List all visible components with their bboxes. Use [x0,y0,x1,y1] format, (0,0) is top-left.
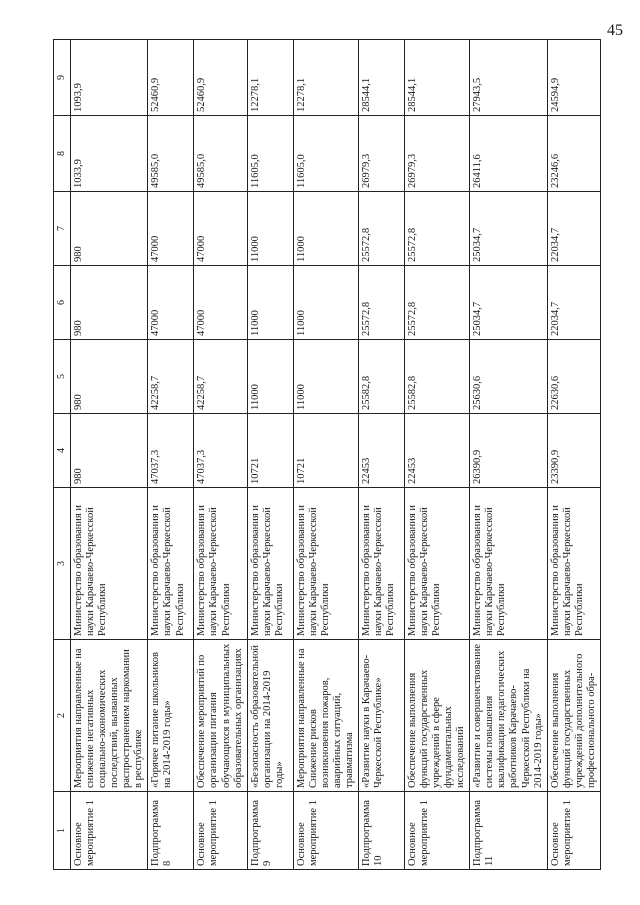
table-row [247,40,293,870]
value-cell: 47037,3 [148,414,194,488]
rotated-table-wrapper [53,40,613,870]
value-cell: 11605,0 [293,116,358,192]
row-type-cell: Подпрограмма 10 [358,792,404,870]
table-row [547,40,600,870]
value-cell: 25034,7 [470,266,547,340]
value-cell: 25582,8 [404,340,469,414]
header-cell-5: 5 [54,340,71,414]
budget-table [53,39,601,870]
value-cell: 11000 [293,266,358,340]
value-cell: 22034,7 [547,266,600,340]
row-title-cell: Мероприятия направленные на Снижение рисков возникновения пожаров, аварийных ситуаций, травматизма [293,640,358,792]
header-cell-7: 7 [54,192,71,266]
table-row [358,40,404,870]
row-title-cell: «Безопасность образовательной организации на 2014-2019 годы» [247,640,293,792]
value-cell: 23246,6 [547,116,600,192]
row-title-cell: Обеспечение мероприятий по организации питания обучающихся в муниципальных образовательных организациях [194,640,247,792]
value-cell: 47000 [194,192,247,266]
value-cell: 980 [71,266,148,340]
row-executor-cell: Министерство образования и науки Карачаево-Черкесской Республики [194,488,247,640]
row-executor-cell: Министерство образования и науки Карачаево-Черкесской Республики [358,488,404,640]
value-cell: 22034,7 [547,192,600,266]
row-title-cell: Обеспечение выполнения функций государственных учреждений в сфере фундаментальных исследований [404,640,469,792]
value-cell: 47037,3 [194,414,247,488]
row-executor-cell: Министерство образования и науки Карачаево-Черкесской Республики [404,488,469,640]
row-title-cell: Мероприятия направленные на снижение негативных социально-экономических последствий, вызванных распространением наркомании в республике [71,640,148,792]
row-title-cell: «Развитие и совершенствование системы повышения квалификации педагогических работников Карачаево-Черкесской Республики на 2014-2019 годы» [470,640,547,792]
value-cell: 52460,9 [194,40,247,116]
value-cell: 49585,0 [194,116,247,192]
table-row [470,40,547,870]
value-cell: 980 [71,340,148,414]
row-type-cell: Основное мероприятие 1 [404,792,469,870]
table-row [148,40,194,870]
value-cell: 25572,8 [358,192,404,266]
value-cell: 10721 [293,414,358,488]
row-executor-cell: Министерство образования и науки Карачаево-Черкесской Республики [247,488,293,640]
value-cell: 42258,7 [148,340,194,414]
value-cell: 11000 [247,266,293,340]
value-cell: 22453 [404,414,469,488]
row-title-cell: «Развитие науки в Карачаево-Черкесской Республике» [358,640,404,792]
row-executor-cell: Министерство образования и науки Карачаево-Черкесской Республики [293,488,358,640]
value-cell: 22630,6 [547,340,600,414]
value-cell: 980 [71,414,148,488]
value-cell: 26979,3 [358,116,404,192]
header-cell-3: 3 [54,488,71,640]
value-cell: 28544,1 [404,40,469,116]
value-cell: 24594,9 [547,40,600,116]
value-cell: 12278,1 [247,40,293,116]
table-row [293,40,358,870]
value-cell: 26411,6 [470,116,547,192]
value-cell: 25630,6 [470,340,547,414]
value-cell: 47000 [194,266,247,340]
value-cell: 11000 [247,340,293,414]
row-executor-cell: Министерство образования и науки Карачаево-Черкесской Республики [71,488,148,640]
value-cell: 27943,5 [470,40,547,116]
value-cell: 42258,7 [194,340,247,414]
value-cell: 47000 [148,266,194,340]
row-type-cell: Подпрограмма 11 [470,792,547,870]
row-title-cell: «Горячее питание школьников на 2014-2019 годы» [148,640,194,792]
value-cell: 1093,9 [71,40,148,116]
value-cell: 28544,1 [358,40,404,116]
row-type-cell: Основное мероприятие 1 [293,792,358,870]
page-number: 45 [607,22,623,39]
value-cell: 47000 [148,192,194,266]
table-row [404,40,469,870]
value-cell: 23390,9 [547,414,600,488]
row-executor-cell: Министерство образования и науки Карачаево-Черкесской Республики [148,488,194,640]
value-cell: 49585,0 [148,116,194,192]
header-cell-8: 8 [54,116,71,192]
header-cell-2: 2 [54,640,71,792]
value-cell: 11605,0 [247,116,293,192]
value-cell: 12278,1 [293,40,358,116]
row-title-cell: Обеспечение выполнения функций государственных учреждений дополнительного профессионального обра- [547,640,600,792]
table-row [71,40,148,870]
value-cell: 11000 [293,340,358,414]
row-type-cell: Подпрограмма 8 [148,792,194,870]
row-executor-cell: Министерство образования и науки Карачаево-Черкесской Республики [470,488,547,640]
row-type-cell: Основное мероприятие 1 [71,792,148,870]
value-cell: 11000 [293,192,358,266]
header-cell-4: 4 [54,414,71,488]
value-cell: 26390,9 [470,414,547,488]
value-cell: 26979,3 [404,116,469,192]
value-cell: 25582,8 [358,340,404,414]
header-cell-9: 9 [54,40,71,116]
header-cell-1: 1 [54,792,71,870]
value-cell: 25572,8 [404,266,469,340]
header-row [54,40,71,870]
row-type-cell: Основное мероприятие 1 [194,792,247,870]
value-cell: 11000 [247,192,293,266]
header-cell-6: 6 [54,266,71,340]
value-cell: 52460,9 [148,40,194,116]
table-row [194,40,247,870]
value-cell: 25034,7 [470,192,547,266]
value-cell: 25572,8 [358,266,404,340]
row-executor-cell: Министерство образования и науки Карачаево-Черкесской Республики [547,488,600,640]
value-cell: 22453 [358,414,404,488]
row-type-cell: Подпрограмма 9 [247,792,293,870]
row-type-cell: Основное мероприятие 1 [547,792,600,870]
value-cell: 1033,9 [71,116,148,192]
value-cell: 10721 [247,414,293,488]
value-cell: 980 [71,192,148,266]
value-cell: 25572,8 [404,192,469,266]
